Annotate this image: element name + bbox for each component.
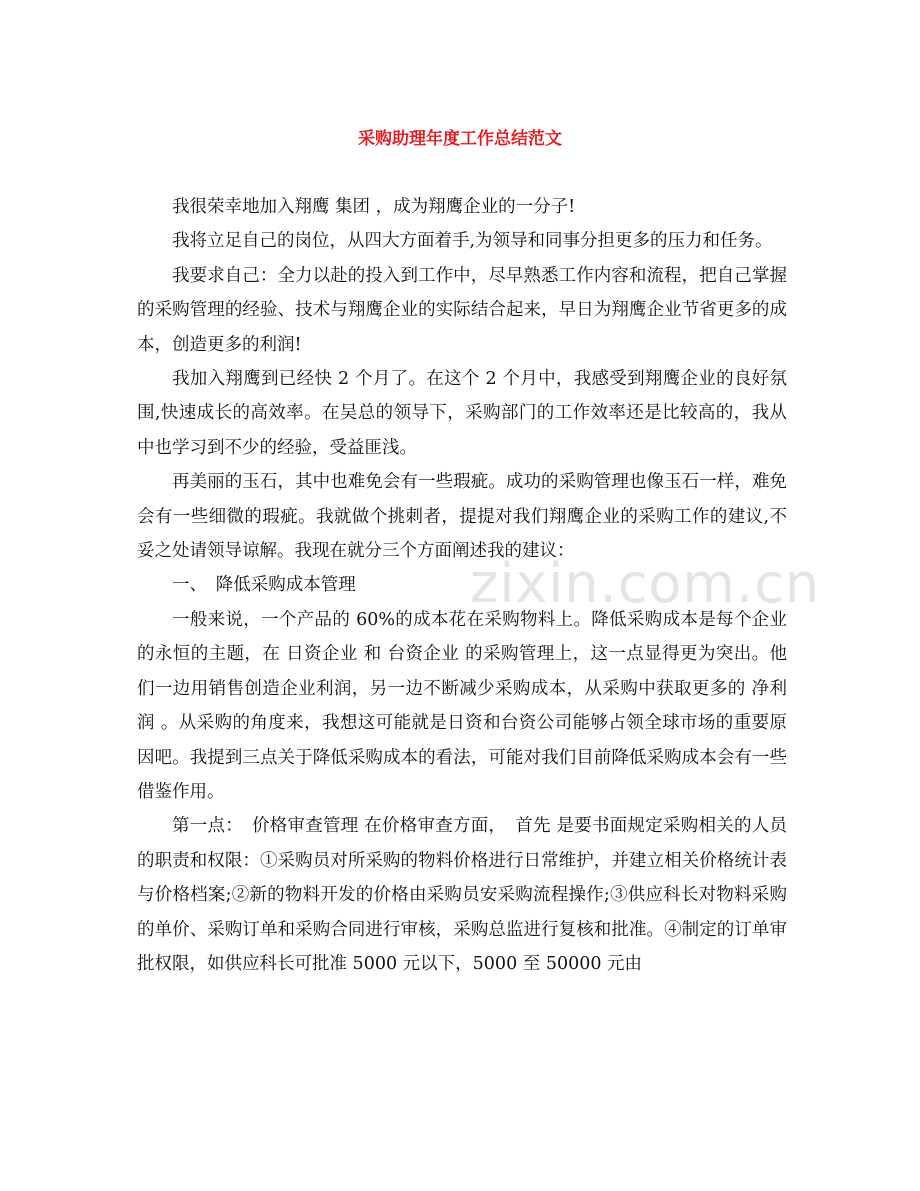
paragraph-3: 我要求自己：全力以赴的投入到工作中，尽早熟悉工作内容和流程，把自己掌握的采购管理的经验、技术与翔鹰企业的实际结合起来，早日为翔鹰企业节省更多的成本，创造更多的利润!: [137, 265, 787, 355]
paragraph-4: 我加入翔鹰到已经快 2 个月了。在这个 2 个月中，我感受到翔鹰企业的良好氛围,快速成长的高效率。在吴总的领导下，采购部门的工作效率还是比较高的，我从中也学习到不少的经验，受益匪浅。: [137, 369, 787, 458]
document-title: 采购助理年度工作总结范文: [358, 129, 562, 149]
watermark-text: zixin.com.cn: [470, 552, 821, 615]
document-body: [137, 190, 787, 981]
paragraph-1: 我很荣幸地加入翔鹰 集团 ，成为翔鹰企业的一分子!: [172, 197, 576, 217]
paragraph-2: 我将立足自己的岗位，从四大方面着手,为领导和同事分担更多的压力和任务。: [172, 231, 773, 252]
paragraph-5: 再美丽的玉石，其中也难免会有一些瑕疵。成功的采购管理也像玉石一样，难免会有一些细微的瑕疵。我就做个挑刺者，提提对我们翔鹰企业的采购工作的建议,不妥之处请领导谅解。我现在就分三个方面阐述我的建议：: [137, 472, 787, 562]
paragraph-7: 第一点： 价格审查管理 在价格审查方面， 首先 是要书面规定采购相关的人员的职责和权限：①采购员对所采购的物料价格进行日常维护，并建立相关价格统计表与价格档案;②新的物料开发的价格由采购员安采购流程操作;③供应科长对物料采购的单价、采购订单和采购合同进行审核，采购总监进行复核和批准。④制定的订单审批权限，如供应科长可批准 5000 元以下，5000 至 50000 元由: [137, 816, 787, 974]
section-heading-1: 一、 降低采购成本管理: [172, 575, 356, 596]
paragraph-6: 一般来说，一个产品的 60%的成本花在采购物料上。降低采购成本是每个企业的永恒的主题，在 日资企业 和 台资企业 的采购管理上，这一点显得更为突出。他们一边用销售创造企业利润，另一边不断减少采购成本，从采购中获取更多的 净利润 。从采购的角度来，我想这可能就是日资和台资公司能够占领全球市场的重要原因吧。我提到三点关于降低采购成本的看法，可能对我们目前降低采购成本会有一些借鉴作用。: [137, 609, 787, 802]
